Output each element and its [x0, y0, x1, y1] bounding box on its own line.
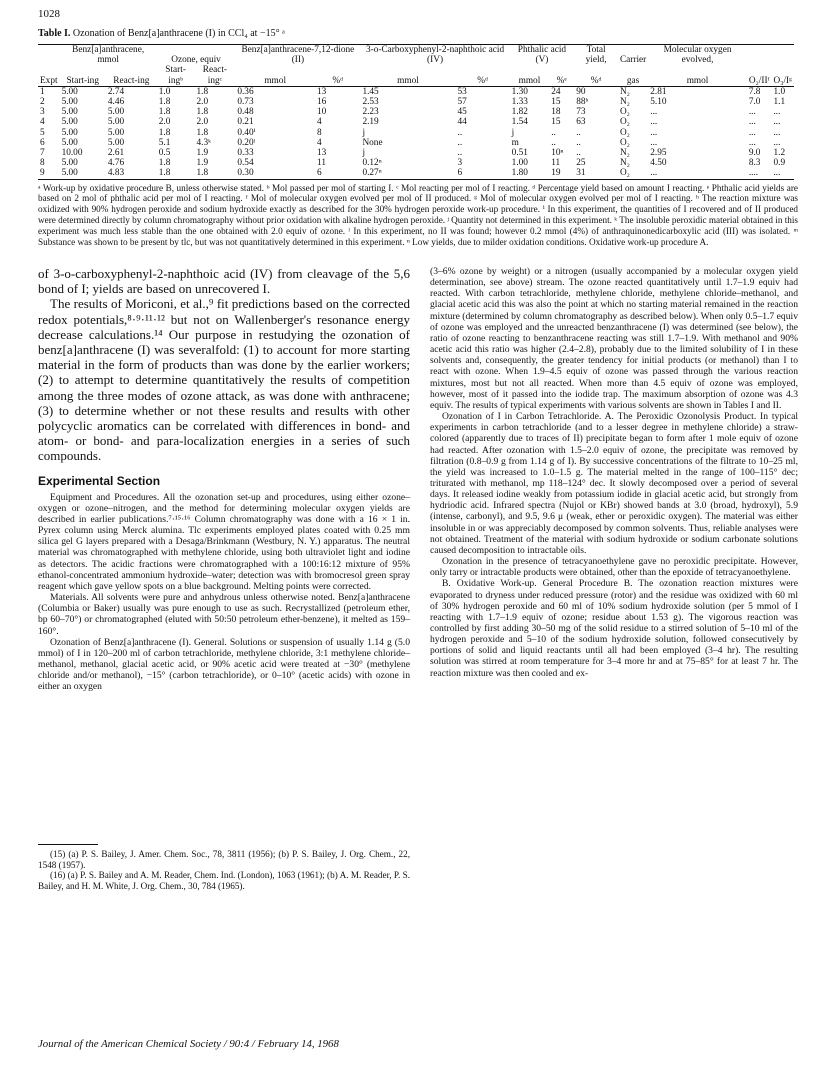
table-cell: ...: [650, 107, 658, 118]
table-cell: 6: [40, 137, 45, 148]
table-cell: 0.21: [237, 117, 254, 128]
table-cell: 0.48: [237, 107, 254, 118]
table-cell: m: [511, 137, 519, 148]
subheader-cell: mmol: [397, 75, 419, 86]
subheader-cell: %ᵈ: [590, 75, 602, 86]
table-cell: j: [511, 127, 515, 138]
table-cell: 2.0: [158, 117, 171, 128]
table-cell: 1.2: [773, 148, 786, 159]
table-row: [38, 107, 794, 117]
table-cell: ...: [748, 127, 756, 138]
subheader-cell: mmol: [518, 75, 541, 86]
table-cell: 1.30: [511, 86, 528, 97]
table-cell: N₂: [619, 158, 630, 169]
reference-15: (15) (a) P. S. Bailey, J. Amer. Chem. Soc., 78, 3811 (1956); (b) P. S. Bailey, J. Org. Chem., 22, 1548 (1957).: [38, 849, 410, 870]
table-cell: 5.00: [107, 107, 125, 118]
table-cell: N₂: [619, 86, 630, 97]
table-cell: 6: [317, 168, 322, 179]
table-cell: 11: [551, 158, 561, 169]
table-cell: 2.74: [107, 86, 125, 97]
table-cell: j: [362, 148, 366, 159]
table-cell: ..: [457, 148, 463, 159]
subheader-cell: React-ingᶜ: [202, 65, 228, 86]
table-cell: 5.00: [61, 97, 78, 108]
table-cell: 1.0: [158, 86, 171, 97]
table-cell: 9: [40, 168, 45, 179]
table-cell: ...: [773, 168, 781, 179]
header-oxygen: Molecular oxygen evolved,: [663, 45, 732, 66]
table-cell: 8: [317, 127, 322, 138]
table-cell: ...: [773, 137, 781, 148]
table-cell: ..: [576, 137, 581, 148]
table-cell: 4.46: [107, 97, 125, 108]
ozonation-table: [38, 44, 794, 180]
table-cell: 11: [317, 158, 326, 169]
table-cell: 0.30: [237, 168, 254, 179]
table-cell: 57: [457, 97, 467, 108]
table-cell: 2.81: [650, 86, 667, 97]
table-cell: 0.5: [158, 148, 171, 159]
table-cell: O₂: [619, 168, 630, 179]
table-cell: 5.00: [61, 158, 78, 169]
header-naphthoic: 3-o-Carboxyphenyl-2-naphthoic acid (IV): [365, 45, 505, 66]
table-cell: 1.8: [196, 107, 209, 118]
table-cell: 0.40ⁱ: [237, 127, 256, 138]
header-ozone: Ozone, equiv: [171, 55, 221, 66]
header-benzanthracene: Benz[a]anthracene, mmol: [72, 45, 145, 66]
subheader-cell: %ᵉ: [556, 75, 567, 86]
table-cell: 5.00: [61, 117, 78, 128]
table-row: [38, 117, 794, 127]
subheader-cell: gas: [626, 75, 640, 86]
table-cell: O₂: [619, 107, 630, 118]
table-cell: 73: [576, 107, 586, 118]
table-cell: 2.19: [362, 117, 379, 128]
subheader-cell: mmol: [686, 75, 709, 86]
subheader-cell: O₂/IIᶠ: [748, 75, 770, 86]
left-intro: of 3-o-carboxyphenyl-2-naphthoic acid (IV) from cleavage of the 5,6 bond of I; yields are based on unrecovered I.: [38, 266, 410, 297]
table-cell: 0.20ˡ: [237, 137, 256, 148]
table-cell: O₂: [619, 117, 630, 128]
table-cell: 1.9: [196, 158, 209, 169]
table-cell: 90: [576, 86, 586, 97]
table-cell: 5.00: [61, 107, 78, 118]
table-cell: 0.12ⁿ: [362, 158, 382, 169]
right-paragraph-3: Ozonation in the presence of tetracyanoethylene gave no peroxidic precipitate. However, only tarry or intractable products were obtained, other than the epoxide of tetracyanoethylene.: [430, 556, 798, 579]
table-cell: 5.00: [107, 137, 125, 148]
table-cell: 1.82: [511, 107, 528, 118]
table-row: [38, 97, 794, 107]
header-blank-2: [747, 45, 772, 66]
table-cell: 2: [40, 97, 45, 108]
table-cell: ..: [457, 127, 463, 138]
subheader-cell: Start-ingᵇ: [165, 65, 186, 86]
table-cell: 1.1: [773, 97, 786, 108]
table-cell: 5.00: [61, 137, 78, 148]
table-cell: 5.00: [61, 86, 78, 97]
table-cell: ...: [650, 168, 658, 179]
table-cell: 6: [457, 168, 463, 179]
table-cell: 1.8: [158, 127, 171, 138]
table-row: [38, 148, 794, 158]
table-cell: 1.8: [158, 97, 171, 108]
table-cell: ...: [773, 107, 781, 118]
table-cell: 5.00: [107, 127, 125, 138]
header-total-yield: Total yield,: [585, 45, 607, 66]
table-row: [38, 138, 794, 148]
table-cell: 2.95: [650, 148, 667, 159]
table-cell: 10ⁿ: [551, 148, 564, 159]
table-cell: 16: [317, 97, 327, 108]
table-cell: 1.8: [158, 107, 171, 118]
table-cell: 1.8: [196, 168, 209, 179]
subheader-cell: React-ing: [113, 75, 150, 86]
table-cell: ...: [650, 127, 658, 138]
table-cell: ..: [576, 148, 581, 159]
table-cell: 0.33: [237, 148, 254, 159]
header-phthalic: Phthalic acid (V): [517, 45, 567, 66]
header-carrier: Carrier: [619, 55, 647, 66]
table-cell: 4: [317, 117, 322, 128]
right-paragraph-2: Ozonation of I in Carbon Tetrachloride. A. The Peroxidic Ozonolysis Product. In typical experiments in carbon tetrachloride (and to a lesser degree in methylene chloride) a straw-colored (apparently due to traces of II) precipitate began to form after 1 mole equiv of ozone had reacted. After ozonation with 1.5–2.0 equiv of ozone, the precipitate was removed by filtration (0.8–0.9 g from 1.14 g of I). By successive concentrations of the filtrate to 10–25 ml, the yield was increased to 1.0–1.5 g. The material melted in the range of 100–115° dec; triturated with methanol, mp 118–124° dec. It slowly decomposed over a period of several days. It released iodine weakly from potassium iodide in glacial acetic acid, but strongly from hydriodic acid. Infrared spectra (Nujol or KBr) showed bands at 3.0 (broad, hydroxyl), 5.9 (intense, carbonyl), and 9.5, 9.6 μ (weak, ether or peroxidic oxygen). The material was either insoluble in or was appreciably decomposed by common solvents. Thus, reliable analyses were not obtained. Treatment of the material with sodium hydroxide or sodium carbonate solutions caused decomposition to intractable oils.: [430, 411, 798, 556]
left-paragraph-2: The results of Moriconi, et al.,⁹ fit predictions based on the corrected redox potentials,⁸·⁹·¹¹·¹² but not on Wallenberger's resonance energy decrease calculations.¹⁴ Our purpose in restudying the ozonation of benz[a]anthracene (I) was severalfold: (1) to account for more starting material in the form of products than was done by the earlier workers; (2) to attempt to determine quantitatively the results of competition among the three modes of ozone attack, as was done with anthracene; (3) to determine whether or not these results and results with other polycyclic aromatics can be correlated with differences in bond- and atom- or bond- and para-localization energies in a series of such compounds.: [38, 296, 410, 464]
experimental-paragraph-3: Ozonation of Benz[a]anthracene (I). General. Solutions or suspension of usually 1.14 g (5.0 mmol) of I in 120–200 ml of carbon tetrachloride, methylene chloride, 3:1 methylene chloride–methanol, methanol, glacial acetic acid, or 90% acetic acid were treated at −30° (methylene chloride and/or methanol), −15° (carbon tetrachloride), or 0–10° (acetic acids) with ozone in either an oxygen: [38, 636, 410, 693]
table-cell: 2.53: [362, 97, 379, 108]
table-cell: 15: [551, 97, 561, 108]
experimental-paragraph-2: Materials. All solvents were pure and anhydrous unless otherwise noted. Benz[a]anthracene (Columbia or Baker) usually was pure enough to use as such. Recrystallized (petroleum ether, bp 60–70°) or chromatographed (eluted with 50:50 petroleum ether-benzene), it melted as 159–160°.: [38, 592, 410, 637]
table-cell: 1.54: [511, 117, 528, 128]
table-cell: 13: [317, 148, 327, 159]
left-column: [38, 266, 410, 692]
table-cell: ...: [650, 117, 658, 128]
table-cell: 1.9: [196, 148, 209, 159]
table-cell: 4.83: [107, 168, 125, 179]
table-cell: 8.3: [748, 158, 761, 169]
table-cell: 88ʰ: [576, 97, 589, 108]
table-cell: ...: [773, 127, 781, 138]
table-cell: 0.51: [511, 148, 528, 159]
table-cell: None: [362, 137, 383, 148]
table-cell: 25: [576, 158, 586, 169]
right-paragraph-1: (3–6% ozone by weight) or a nitrogen (usually accompanied by a molecular oxygen yield determination, see above) stream. The ozone reacted quantitatively until 1.7–1.9 equiv had reacted. With carbon tetrachloride, methylene chloride, methylene chloride–methanol, and glacial acetic acid this was also the point at which no starting material remained in the reaction mixture (determined by column chromatography as described below). When only 0.5–1.7 equiv of ozone was employed and the unreacted benzanthracene (I) was determined (see below), the ratio of ozone reacting to benzanthracene reacting was still 1.7–1.9. With methanol and 90% acetic acid this ratio was higher (2.4–2.8), probably due to the limited solubility of I in these solvents and, consequently, the greater tendency for initial products (or methanol) than I to react with ozone. When 1.9–4.5 equiv of ozone was passed through the various reaction mixtures, most but not all reacted. When more than 4.5 equiv of ozone was employed, however, most of it passed into the iodide trap. The maximum absorption of ozone was 4.3 equiv. The results of typical experiments with various solvents are shown in Tables I and II.: [430, 266, 798, 411]
table-cell: 2.61: [107, 148, 125, 159]
table-row: [38, 128, 794, 138]
table-cell: 0.9: [773, 158, 786, 169]
right-column: [430, 266, 798, 679]
journal-page: [38, 8, 798, 1050]
table-cell: 4.50: [650, 158, 667, 169]
table-cell: 2.23: [362, 107, 379, 118]
table-cell: 9.0: [748, 148, 761, 159]
table-cell: 1.00: [511, 158, 528, 169]
header-blank: [38, 45, 60, 66]
table-cell: 1.45: [362, 86, 379, 97]
table-cell: 2.0: [196, 117, 209, 128]
table-cell: 10.00: [61, 148, 83, 159]
table-cell: 3: [40, 107, 45, 118]
table-cell: N₂: [619, 148, 630, 159]
table-cell: ...: [748, 117, 756, 128]
table-cell: 8: [40, 158, 45, 169]
table-cell: 1.8: [158, 158, 171, 169]
table-cell: 5: [40, 127, 45, 138]
header-dione: Benz[a]anthracene-7,12-dione (II): [241, 45, 355, 66]
table-cell: 18: [551, 107, 561, 118]
table-cell: ..: [576, 127, 581, 138]
table-cell: 45: [457, 107, 467, 118]
table-row: [38, 86, 794, 97]
table-cell: 1.8: [196, 86, 209, 97]
table-cell: N₂: [619, 97, 630, 108]
table-cell: 2.0: [196, 97, 209, 108]
table-cell: ....: [748, 168, 759, 179]
table-cell: 5.10: [650, 97, 667, 108]
table-cell: 1.8: [196, 127, 209, 138]
table-cell: 31: [576, 168, 586, 179]
experimental-paragraph-1: Equipment and Procedures. All the ozonation set-up and procedures, using either ozone–oxygen or ozone–nitrogen, and the method for determining molecular oxygen yields are described in earlier publications.⁷·¹⁵·¹⁶ Column chromatography was done with a 16 × 1 in. Pyrex column using Merck alumina. Tlc experiments employed plates coated with 0.25 mm silica gel G layers prepared with a Desaga/Brinkmann (Westbury, N. Y.) apparatus. The neutral material was chromatographed with methylene chloride, using both ultraviolet light and iodine as detectors. The acidic fractions were chromatographed with a 100:16:12 mixture of 95% ethanol-concentrated ammonium hydroxide–water; detection was with bromocresol green spray reagent which gave yellow spots on a blue background. Melting points were corrected.: [38, 491, 410, 592]
table-cell: ...: [748, 137, 756, 148]
table-cell: 19: [551, 168, 561, 179]
table-cell: 4: [317, 137, 322, 148]
table-cell: ..: [457, 137, 463, 148]
table-cell: 5.1: [158, 137, 171, 148]
table-footnotes: ᵃ Work-up by oxidative procedure B, unless otherwise stated. ᵇ Mol passed per mol of starting I. ᶜ Mol reacting per mol of I reacting. ᵈ Percentage yield based on amount I reacting. ᵉ Phthalic acid yields are based on 2 mol of phthalic acid per mol of I reacting. ᶠ Mol of molecular oxygen evolved per mol of II produced. ᵍ Mol of molecular oxygen evolved per mol of I reacting. ʰ The reaction mixture was oxidized with 90% hydrogen peroxide and sodium hydroxide exactly as described for the 30% hydrogen peroxide work-up procedure. ⁱ In this experiment, the quantities of I recovered and of II produced were determined directly by column chromatography without prior oxidation with alkaline hydrogen peroxide. ʲ Quantity not determined in this experiment. ᵏ The insoluble peroxidic material obtained in this experiment was much less stable than the one obtained with 2.0 equiv of ozone. ˡ In this experiment, no II was found; however 0.2 mmol (4%) of anthraquinonedicarboxylic acid (III) was isolated. ᵐ Substance was shown to be present by tlc, but was not quantitatively determined in this experiment. ⁿ Low yields, due to milder oxidation conditions. Oxidative work-up procedure A.: [38, 182, 798, 247]
table-cell: 10: [317, 107, 327, 118]
table-cell: 63: [576, 117, 586, 128]
subheader-cell: %ᵈ: [477, 75, 488, 86]
table-cell: 0.27ⁿ: [362, 168, 382, 179]
table-cell: 1.80: [511, 168, 528, 179]
table-cell: ..: [551, 127, 556, 138]
table-cell: 15: [551, 117, 561, 128]
table-cell: 24: [551, 86, 561, 97]
table-cell: 13: [317, 86, 327, 97]
table-cell: 0.36: [237, 86, 254, 97]
table-cell: O₂: [619, 137, 630, 148]
table-cell: ..: [551, 137, 556, 148]
table-caption: [38, 27, 798, 40]
table-cell: ...: [773, 117, 781, 128]
table-cell: 0.54: [237, 158, 254, 169]
table-cell: 7.0: [748, 97, 761, 108]
table-cell: 5.00: [107, 117, 125, 128]
subheader-cell: %ᵈ: [332, 75, 344, 86]
table-cell: 4.76: [107, 158, 125, 169]
right-paragraph-4: B. Oxidative Work-up. General Procedure B. The ozonation reaction mixtures were evaporated to dryness under reduced pressure (rotor) and the residue was oxidized with 60 ml of 30% hydrogen peroxide and 60 ml of 10% sodium hydroxide solution (per 5 mmol of I reacting with 1.7–1.9 equiv of ozone; residue about 1.53 g). The vigorous reaction was controlled by first adding 30–50 mg of the solid residue to a stirred solution of 5–10 ml of the hydrogen peroxide and 5–10 of the sodium hydroxide solution, followed consecutively by portions of solid and liquid reactants until all had been employed (3–4 hr). The resulting solution was stirred at room temperature for 3–4 more hr and at 75–85° for at least 7 hr. The reaction mixture was then cooled and ex-: [430, 578, 798, 679]
table-row: [38, 158, 794, 168]
table-cell: 53: [457, 86, 467, 97]
table-cell: 44: [457, 117, 467, 128]
table-cell: ...: [650, 137, 658, 148]
table-row: [38, 168, 794, 179]
table-cell: 5.00: [61, 168, 78, 179]
experimental-heading: Experimental Section: [38, 473, 161, 488]
references: [38, 844, 410, 892]
table-label: Table I.: [38, 28, 71, 39]
table-cell: j: [362, 127, 366, 138]
table-cell: 5.00: [61, 127, 78, 138]
reference-16: (16) (a) P. S. Bailey and A. M. Reader, Chem. Ind. (London), 1063 (1961); (b) A. M. Reader, P. S. Bailey, and H. M. White, J. Org. Chem., 30, 784 (1965).: [38, 870, 410, 892]
subheader-cell: mmol: [264, 75, 287, 86]
table-cell: 1.33: [511, 97, 528, 108]
table-cell: ...: [748, 107, 756, 118]
subheader-cell: Expt: [40, 75, 58, 86]
table-title: Ozonation of Benz[a]anthracene (I) in CCl₄ at −15° ᵃ: [72, 28, 285, 39]
table-cell: 3: [457, 158, 463, 169]
table-cell: 7: [40, 148, 45, 159]
page-number: 1028: [38, 8, 60, 20]
table-cell: 1: [40, 86, 45, 97]
table-cell: O₂: [619, 127, 630, 138]
subheader-cell: Start-ing: [66, 75, 99, 86]
table-cell: 7.8: [748, 86, 761, 97]
table-cell: 4: [40, 117, 45, 128]
reference-separator: [38, 844, 98, 845]
header-blank-3: [771, 45, 794, 66]
table-cell: 1.0: [773, 86, 786, 97]
table-cell: 4.3ᵏ: [196, 137, 212, 148]
table-cell: 1.8: [158, 168, 171, 179]
body-columns: [38, 266, 798, 1026]
table-cell: 0.73: [237, 97, 254, 108]
subheader-cell: O₃/Iᵍ: [773, 75, 792, 86]
journal-footer: Journal of the American Chemical Society / 90:4 / February 14, 1968: [38, 1038, 339, 1050]
